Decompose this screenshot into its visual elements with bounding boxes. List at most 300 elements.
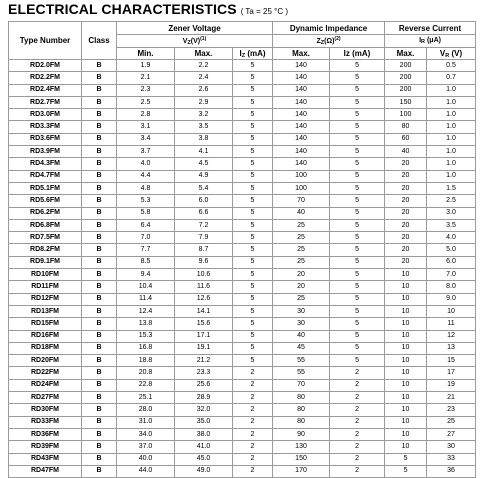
type-number-cell: RD9.1FM bbox=[9, 256, 82, 268]
vr-cell: 2.5 bbox=[427, 195, 476, 207]
zz-max-cell: 25 bbox=[273, 232, 330, 244]
table-row bbox=[9, 195, 476, 207]
table-body bbox=[9, 60, 476, 478]
zz-max-cell: 140 bbox=[273, 121, 330, 133]
class-cell: B bbox=[82, 379, 117, 391]
vr-cell: 19 bbox=[427, 379, 476, 391]
iz-cell: 5 bbox=[233, 269, 273, 281]
type-number-cell: RD47FM bbox=[9, 465, 82, 477]
vz-min-cell: 7.7 bbox=[117, 244, 175, 256]
vz-max-cell: 9.6 bbox=[175, 256, 233, 268]
iz-cell: 5 bbox=[233, 121, 273, 133]
vr-cell: 1.5 bbox=[427, 182, 476, 194]
zz-iz-cell: 5 bbox=[330, 330, 385, 342]
table-row bbox=[9, 109, 476, 121]
iz-cell: 2 bbox=[233, 379, 273, 391]
vz-min-cell: 5.3 bbox=[117, 195, 175, 207]
class-cell: B bbox=[82, 158, 117, 170]
iz-cell: 5 bbox=[233, 305, 273, 317]
vz-max-cell: 10.6 bbox=[175, 269, 233, 281]
zz-max-cell: 140 bbox=[273, 84, 330, 96]
class-cell: B bbox=[82, 207, 117, 219]
vr-cell: 4.0 bbox=[427, 232, 476, 244]
vz-max-cell: 35.0 bbox=[175, 416, 233, 428]
zener-voltage-header: Zener Voltage bbox=[117, 22, 273, 35]
class-cell: B bbox=[82, 293, 117, 305]
electrical-characteristics-table bbox=[8, 21, 476, 478]
vz-min-cell: 8.5 bbox=[117, 256, 175, 268]
vz-min-cell: 20.8 bbox=[117, 367, 175, 379]
table-row bbox=[9, 146, 476, 158]
ir-max-cell: 150 bbox=[385, 96, 427, 108]
type-number-cell: RD15FM bbox=[9, 318, 82, 330]
type-number-cell: RD4.3FM bbox=[9, 158, 82, 170]
zz-max-cell: 45 bbox=[273, 342, 330, 354]
class-cell: B bbox=[82, 72, 117, 84]
vz-min-header: Min. bbox=[117, 48, 175, 60]
zz-max-cell: 30 bbox=[273, 318, 330, 330]
type-number-header: Type Number bbox=[9, 22, 82, 60]
vr-cell: 1.0 bbox=[427, 84, 476, 96]
vz-min-cell: 6.4 bbox=[117, 219, 175, 231]
zz-max-cell: 140 bbox=[273, 109, 330, 121]
iz-cell: 5 bbox=[233, 330, 273, 342]
zz-max-cell: 55 bbox=[273, 367, 330, 379]
ir-max-cell: 200 bbox=[385, 72, 427, 84]
zz-iz-cell: 5 bbox=[330, 158, 385, 170]
vz-min-cell: 3.1 bbox=[117, 121, 175, 133]
ir-max-cell: 10 bbox=[385, 428, 427, 440]
vz-max-cell: 25.6 bbox=[175, 379, 233, 391]
table-row bbox=[9, 219, 476, 231]
vr-cell: 1.0 bbox=[427, 109, 476, 121]
vr-cell: 12 bbox=[427, 330, 476, 342]
type-number-cell: RD33FM bbox=[9, 416, 82, 428]
iz-cell: 5 bbox=[233, 133, 273, 145]
zz-iz-header: Iz (mA) bbox=[330, 48, 385, 60]
iz-cell: 5 bbox=[233, 355, 273, 367]
zz-max-cell: 140 bbox=[273, 72, 330, 84]
class-cell: B bbox=[82, 330, 117, 342]
vz-max-cell: 2.6 bbox=[175, 84, 233, 96]
ir-max-cell: 20 bbox=[385, 256, 427, 268]
vr-cell: 5.0 bbox=[427, 244, 476, 256]
vr-cell: 13 bbox=[427, 342, 476, 354]
table-row bbox=[9, 133, 476, 145]
class-cell: B bbox=[82, 342, 117, 354]
zz-max-cell: 80 bbox=[273, 404, 330, 416]
type-number-cell: RD2.0FM bbox=[9, 60, 82, 72]
vz-max-cell: 2.4 bbox=[175, 72, 233, 84]
ir-max-cell: 10 bbox=[385, 269, 427, 281]
iz-cell: 5 bbox=[233, 170, 273, 182]
vz-max-cell: 4.9 bbox=[175, 170, 233, 182]
iz-cell: 5 bbox=[233, 60, 273, 72]
vr-cell: 15 bbox=[427, 355, 476, 367]
class-cell: B bbox=[82, 367, 117, 379]
dynamic-impedance-symbol: $ZZ(\Omega)^{(2)}$ bbox=[273, 35, 385, 48]
table-row bbox=[9, 428, 476, 440]
vz-min-cell: 4.0 bbox=[117, 158, 175, 170]
vr-header: VR (V) bbox=[427, 48, 476, 60]
vz-max-cell: 8.7 bbox=[175, 244, 233, 256]
test-condition: ( Ta = 25 °C ) bbox=[240, 7, 288, 16]
zz-iz-cell: 5 bbox=[330, 305, 385, 317]
vz-min-cell: 9.4 bbox=[117, 269, 175, 281]
zz-max-cell: 140 bbox=[273, 158, 330, 170]
vz-max-cell: 4.5 bbox=[175, 158, 233, 170]
class-cell: B bbox=[82, 355, 117, 367]
iz-cell: 2 bbox=[233, 416, 273, 428]
iz-cell: 2 bbox=[233, 392, 273, 404]
table-row bbox=[9, 367, 476, 379]
vr-cell: 36 bbox=[427, 465, 476, 477]
class-cell: B bbox=[82, 269, 117, 281]
vz-min-cell: 18.8 bbox=[117, 355, 175, 367]
zz-max-cell: 70 bbox=[273, 195, 330, 207]
zz-max-cell: 90 bbox=[273, 428, 330, 440]
zz-iz-cell: 2 bbox=[330, 428, 385, 440]
type-number-cell: RD39FM bbox=[9, 441, 82, 453]
type-number-cell: RD16FM bbox=[9, 330, 82, 342]
vr-cell: 1.0 bbox=[427, 121, 476, 133]
type-number-cell: RD8.2FM bbox=[9, 244, 82, 256]
vz-max-cell: 3.5 bbox=[175, 121, 233, 133]
zz-max-cell: 25 bbox=[273, 219, 330, 231]
vz-min-cell: 2.5 bbox=[117, 96, 175, 108]
vz-min-cell: 5.8 bbox=[117, 207, 175, 219]
class-header: Class bbox=[82, 22, 117, 60]
type-number-cell: RD2.2FM bbox=[9, 72, 82, 84]
vz-max-cell: 6.0 bbox=[175, 195, 233, 207]
vz-min-cell: 1.9 bbox=[117, 60, 175, 72]
table-row bbox=[9, 232, 476, 244]
iz-cell: 5 bbox=[233, 207, 273, 219]
reverse-current-header: Reverse Current bbox=[385, 22, 476, 35]
zz-iz-cell: 5 bbox=[330, 109, 385, 121]
table-row bbox=[9, 453, 476, 465]
table-row bbox=[9, 207, 476, 219]
type-number-cell: RD27FM bbox=[9, 392, 82, 404]
zz-iz-cell: 5 bbox=[330, 219, 385, 231]
vr-cell: 6.0 bbox=[427, 256, 476, 268]
vz-min-cell: 10.4 bbox=[117, 281, 175, 293]
class-cell: B bbox=[82, 318, 117, 330]
table-row bbox=[9, 256, 476, 268]
zz-iz-cell: 5 bbox=[330, 244, 385, 256]
vr-cell: 1.0 bbox=[427, 146, 476, 158]
class-cell: B bbox=[82, 392, 117, 404]
vz-min-cell: 28.0 bbox=[117, 404, 175, 416]
vz-max-cell: 3.2 bbox=[175, 109, 233, 121]
type-number-cell: RD3.6FM bbox=[9, 133, 82, 145]
ir-max-cell: 20 bbox=[385, 170, 427, 182]
vr-cell: 9.0 bbox=[427, 293, 476, 305]
ir-max-cell: 10 bbox=[385, 330, 427, 342]
vr-cell: 0.5 bbox=[427, 60, 476, 72]
vz-max-cell: 21.2 bbox=[175, 355, 233, 367]
zz-max-cell: 25 bbox=[273, 256, 330, 268]
vz-min-cell: 2.8 bbox=[117, 109, 175, 121]
table-row bbox=[9, 318, 476, 330]
type-number-cell: RD43FM bbox=[9, 453, 82, 465]
vz-min-cell: 15.3 bbox=[117, 330, 175, 342]
ir-max-cell: 100 bbox=[385, 109, 427, 121]
vz-min-cell: 2.1 bbox=[117, 72, 175, 84]
zz-iz-cell: 5 bbox=[330, 96, 385, 108]
vr-cell: 30 bbox=[427, 441, 476, 453]
zz-max-cell: 20 bbox=[273, 269, 330, 281]
vz-min-cell: 34.0 bbox=[117, 428, 175, 440]
vz-min-cell: 11.4 bbox=[117, 293, 175, 305]
iz-cell: 5 bbox=[233, 96, 273, 108]
zz-iz-cell: 5 bbox=[330, 146, 385, 158]
ir-max-cell: 20 bbox=[385, 219, 427, 231]
vr-cell: 23 bbox=[427, 404, 476, 416]
vz-max-cell: 6.6 bbox=[175, 207, 233, 219]
ir-max-cell: 10 bbox=[385, 441, 427, 453]
ir-max-cell: 10 bbox=[385, 342, 427, 354]
zz-iz-cell: 5 bbox=[330, 133, 385, 145]
iz-cell: 5 bbox=[233, 146, 273, 158]
ir-max-cell: 10 bbox=[385, 404, 427, 416]
vz-max-cell: 3.8 bbox=[175, 133, 233, 145]
type-number-cell: RD24FM bbox=[9, 379, 82, 391]
table-row bbox=[9, 305, 476, 317]
table-row bbox=[9, 170, 476, 182]
vz-max-cell: 15.6 bbox=[175, 318, 233, 330]
zz-iz-cell: 5 bbox=[330, 269, 385, 281]
vz-min-cell: 37.0 bbox=[117, 441, 175, 453]
vz-min-cell: 40.0 bbox=[117, 453, 175, 465]
type-number-cell: RD2.4FM bbox=[9, 84, 82, 96]
zz-iz-cell: 2 bbox=[330, 379, 385, 391]
zz-max-cell: 140 bbox=[273, 60, 330, 72]
table-row bbox=[9, 441, 476, 453]
zz-iz-cell: 5 bbox=[330, 72, 385, 84]
class-cell: B bbox=[82, 441, 117, 453]
ir-max-cell: 20 bbox=[385, 182, 427, 194]
ir-max-cell: 20 bbox=[385, 158, 427, 170]
vz-min-cell: 3.4 bbox=[117, 133, 175, 145]
ir-max-cell: 5 bbox=[385, 465, 427, 477]
zz-max-cell: 70 bbox=[273, 379, 330, 391]
type-number-cell: RD3.9FM bbox=[9, 146, 82, 158]
iz-header: IZ (mA) bbox=[233, 48, 273, 60]
table-row bbox=[9, 293, 476, 305]
vr-cell: 27 bbox=[427, 428, 476, 440]
vz-min-cell: 12.4 bbox=[117, 305, 175, 317]
type-number-cell: RD20FM bbox=[9, 355, 82, 367]
zz-iz-cell: 5 bbox=[330, 84, 385, 96]
iz-cell: 5 bbox=[233, 232, 273, 244]
vz-min-cell: 3.7 bbox=[117, 146, 175, 158]
iz-cell: 5 bbox=[233, 281, 273, 293]
table-row bbox=[9, 330, 476, 342]
iz-cell: 5 bbox=[233, 84, 273, 96]
iz-cell: 2 bbox=[233, 453, 273, 465]
vz-min-cell: 7.0 bbox=[117, 232, 175, 244]
ir-max-cell: 20 bbox=[385, 244, 427, 256]
vr-cell: 3.0 bbox=[427, 207, 476, 219]
vz-max-cell: 12.6 bbox=[175, 293, 233, 305]
type-number-cell: RD12FM bbox=[9, 293, 82, 305]
class-cell: B bbox=[82, 84, 117, 96]
vr-cell: 8.0 bbox=[427, 281, 476, 293]
iz-cell: 5 bbox=[233, 219, 273, 231]
type-number-cell: RD6.8FM bbox=[9, 219, 82, 231]
type-number-cell: RD5.6FM bbox=[9, 195, 82, 207]
heading bbox=[8, 1, 288, 21]
type-number-cell: RD10FM bbox=[9, 269, 82, 281]
zz-iz-cell: 5 bbox=[330, 342, 385, 354]
zz-iz-cell: 2 bbox=[330, 367, 385, 379]
class-cell: B bbox=[82, 182, 117, 194]
class-cell: B bbox=[82, 232, 117, 244]
vz-max-cell: 28.9 bbox=[175, 392, 233, 404]
iz-cell: 5 bbox=[233, 342, 273, 354]
vr-cell: 1.0 bbox=[427, 170, 476, 182]
iz-cell: 5 bbox=[233, 182, 273, 194]
vz-max-cell: 4.1 bbox=[175, 146, 233, 158]
ir-max-cell: 10 bbox=[385, 355, 427, 367]
class-cell: B bbox=[82, 121, 117, 133]
dynamic-impedance-header: Dynamic Impedance bbox=[273, 22, 385, 35]
class-cell: B bbox=[82, 244, 117, 256]
zz-iz-cell: 5 bbox=[330, 281, 385, 293]
table-row bbox=[9, 281, 476, 293]
vz-min-cell: 13.8 bbox=[117, 318, 175, 330]
type-number-cell: RD2.7FM bbox=[9, 96, 82, 108]
ir-max-cell: 200 bbox=[385, 60, 427, 72]
zz-iz-cell: 2 bbox=[330, 404, 385, 416]
vr-cell: 7.0 bbox=[427, 269, 476, 281]
vz-max-cell: 45.0 bbox=[175, 453, 233, 465]
table-row bbox=[9, 416, 476, 428]
vz-max-cell: 19.1 bbox=[175, 342, 233, 354]
vz-max-cell: 11.6 bbox=[175, 281, 233, 293]
table-row bbox=[9, 158, 476, 170]
table-row bbox=[9, 72, 476, 84]
vz-max-cell: 23.3 bbox=[175, 367, 233, 379]
table-row bbox=[9, 60, 476, 72]
zz-max-cell: 140 bbox=[273, 146, 330, 158]
type-number-cell: RD13FM bbox=[9, 305, 82, 317]
zz-iz-cell: 5 bbox=[330, 232, 385, 244]
vz-max-cell: 2.2 bbox=[175, 60, 233, 72]
zz-max-cell: 20 bbox=[273, 281, 330, 293]
type-number-cell: RD3.3FM bbox=[9, 121, 82, 133]
zz-max-cell: 40 bbox=[273, 330, 330, 342]
vz-max-cell: 2.9 bbox=[175, 96, 233, 108]
iz-cell: 5 bbox=[233, 72, 273, 84]
zz-iz-cell: 5 bbox=[330, 318, 385, 330]
vz-max-cell: 7.2 bbox=[175, 219, 233, 231]
zz-max-cell: 25 bbox=[273, 293, 330, 305]
vr-cell: 21 bbox=[427, 392, 476, 404]
zz-iz-cell: 5 bbox=[330, 293, 385, 305]
class-cell: B bbox=[82, 416, 117, 428]
zz-max-cell: 40 bbox=[273, 207, 330, 219]
table-row bbox=[9, 465, 476, 477]
type-number-cell: RD36FM bbox=[9, 428, 82, 440]
table-row bbox=[9, 392, 476, 404]
table-row bbox=[9, 244, 476, 256]
class-cell: B bbox=[82, 96, 117, 108]
vz-max-cell: 41.0 bbox=[175, 441, 233, 453]
iz-cell: 5 bbox=[233, 293, 273, 305]
zz-max-header: Max. bbox=[273, 48, 330, 60]
zz-max-cell: 80 bbox=[273, 416, 330, 428]
table-row bbox=[9, 182, 476, 194]
vz-min-cell: 44.0 bbox=[117, 465, 175, 477]
ir-max-cell: 10 bbox=[385, 367, 427, 379]
zz-iz-cell: 5 bbox=[330, 182, 385, 194]
ir-max-cell: 40 bbox=[385, 146, 427, 158]
zz-max-cell: 55 bbox=[273, 355, 330, 367]
vz-min-cell: 31.0 bbox=[117, 416, 175, 428]
vr-cell: 1.0 bbox=[427, 96, 476, 108]
ir-max-header: Max. bbox=[385, 48, 427, 60]
ir-max-cell: 80 bbox=[385, 121, 427, 133]
zz-max-cell: 170 bbox=[273, 465, 330, 477]
zz-max-cell: 100 bbox=[273, 182, 330, 194]
iz-cell: 5 bbox=[233, 195, 273, 207]
vz-max-cell: 17.1 bbox=[175, 330, 233, 342]
type-number-cell: RD11FM bbox=[9, 281, 82, 293]
zz-iz-cell: 5 bbox=[330, 170, 385, 182]
class-cell: B bbox=[82, 133, 117, 145]
vz-max-cell: 49.0 bbox=[175, 465, 233, 477]
table-row bbox=[9, 379, 476, 391]
type-number-cell: RD22FM bbox=[9, 367, 82, 379]
class-cell: B bbox=[82, 453, 117, 465]
vz-min-cell: 4.4 bbox=[117, 170, 175, 182]
class-cell: B bbox=[82, 109, 117, 121]
vr-cell: 1.0 bbox=[427, 158, 476, 170]
table-row bbox=[9, 355, 476, 367]
ir-max-cell: 20 bbox=[385, 232, 427, 244]
type-number-cell: RD3.0FM bbox=[9, 109, 82, 121]
zz-max-cell: 30 bbox=[273, 305, 330, 317]
zz-max-cell: 150 bbox=[273, 453, 330, 465]
zener-voltage-symbol: $VZ(V)^{(1)}$ bbox=[117, 35, 273, 48]
zz-iz-cell: 2 bbox=[330, 465, 385, 477]
vz-max-cell: 7.9 bbox=[175, 232, 233, 244]
type-number-cell: RD6.2FM bbox=[9, 207, 82, 219]
class-cell: B bbox=[82, 281, 117, 293]
zz-max-cell: 80 bbox=[273, 392, 330, 404]
ir-max-cell: 10 bbox=[385, 305, 427, 317]
type-number-cell: RD18FM bbox=[9, 342, 82, 354]
zz-iz-cell: 5 bbox=[330, 195, 385, 207]
zz-iz-cell: 2 bbox=[330, 453, 385, 465]
page-title: ELECTRICAL CHARACTERISTICS bbox=[8, 1, 237, 17]
iz-cell: 2 bbox=[233, 367, 273, 379]
vz-max-cell: 5.4 bbox=[175, 182, 233, 194]
iz-cell: 5 bbox=[233, 109, 273, 121]
ir-max-cell: 5 bbox=[385, 453, 427, 465]
iz-cell: 5 bbox=[233, 256, 273, 268]
vz-min-cell: 16.8 bbox=[117, 342, 175, 354]
vr-cell: 25 bbox=[427, 416, 476, 428]
table-row bbox=[9, 342, 476, 354]
ir-max-cell: 10 bbox=[385, 392, 427, 404]
class-cell: B bbox=[82, 404, 117, 416]
table-row bbox=[9, 96, 476, 108]
vr-cell: 3.5 bbox=[427, 219, 476, 231]
zz-max-cell: 100 bbox=[273, 170, 330, 182]
